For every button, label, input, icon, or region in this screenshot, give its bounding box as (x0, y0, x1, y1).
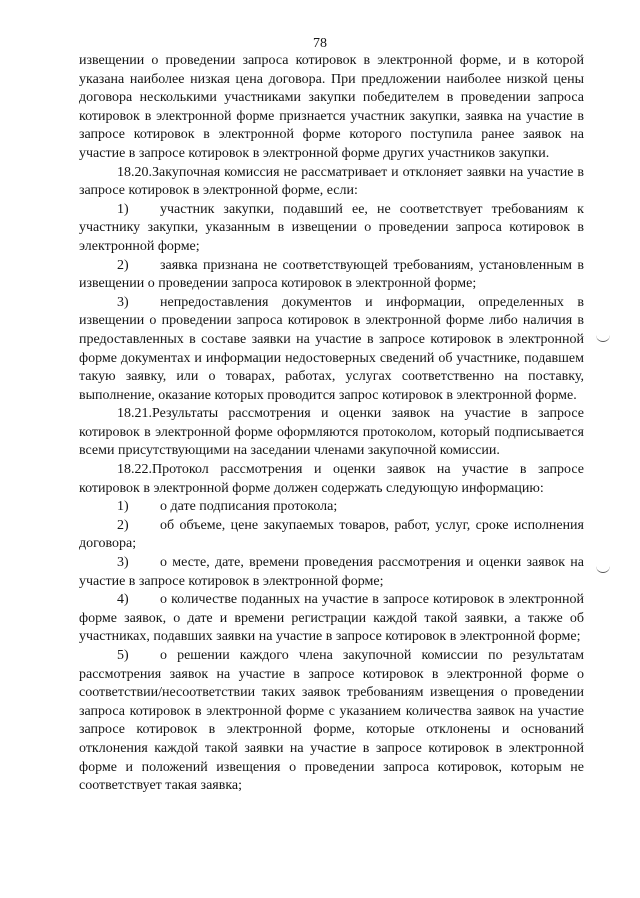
item-number: 3) (117, 555, 129, 571)
item-number: 2) (117, 257, 129, 273)
item-text: заявка признана не соответствующей требованиям, установленным в извещении о проведении запроса котировок в электронной форме; (79, 257, 584, 292)
margin-mark (596, 335, 610, 342)
document-body (79, 52, 584, 796)
item-number: 3) (117, 294, 129, 310)
item-text: о дате подписания протокола; (160, 499, 338, 515)
item-number: 2) (117, 517, 129, 533)
paragraph (79, 52, 584, 164)
item-text: непредоставления документов и информации, определенных в извещении о проведении запроса котировок в электронной форме либо наличия в предоставленных в составе заявки на участие в запросе котировок в электронной форме документах и информации недостоверных сведений об участнике, подавшем такую заявку, или о товарах, работах, услугах соответственно на поставку, выполнение, оказание которых проводится запрос котировок в электронной форме. (79, 294, 584, 403)
item-number: 1) (117, 499, 129, 515)
item-number: 4) (117, 592, 129, 608)
list-item (79, 201, 584, 257)
paragraph (79, 164, 584, 201)
item-text: об объеме, цене закупаемых товаров, работ, услуг, сроке исполнения договора; (79, 517, 584, 552)
paragraph-text: 18.21.Результаты рассмотрения и оценки заявок на участие в запросе котировок в электронной форме оформляются протоколом, который подписывается всеми присутствующими на заседании членами закупочной комиссии. (79, 406, 584, 459)
margin-mark (596, 566, 610, 573)
item-text: о количестве поданных на участие в запросе котировок в электронной форме заявок, о дате и времени регистрации каждой такой заявки, а также об участниках, подавших заявки на участие в запросе котировок в электронной форме; (79, 592, 584, 645)
list-item (79, 554, 584, 591)
paragraph-text: 18.22.Протокол рассмотрения и оценки заявок на участие в запросе котировок в электронной форме должен содержать следующую информацию: (79, 462, 584, 496)
list-item (79, 647, 584, 796)
item-text: о решении каждого члена закупочной комиссии по результатам рассмотрения заявок на участие в запросе котировок в электронной форме о соответствии/несоответствии таких заявок требованиям извещения о проведении запроса котировок в электронной форме с указанием количества заявок на участие запросе котировок в электронной форме, которые отклонены и оснований отклонения каждой такой заявки на участие в запросе котировок в электронной форме и положений извещения о проведении запроса котировок, которым не соответствует такая заявка; (79, 648, 584, 794)
paragraph (79, 405, 584, 461)
paragraph-text: извещении о проведении запроса котировок в электронной форме, и в которой указана наиболее низкая цена договора. При предложении наиболее низкой цены договора несколькими участниками закупки победителем в проведении запроса котировок в электронной форме признается участник закупки, заявка на участие в запросе котировок в электронной форме которого поступила ранее заявок на участие в запросе котировок в электронной форме других участников закупки. (79, 53, 584, 161)
item-number: 5) (117, 648, 129, 663)
paragraph-text: 18.20.Закупочная комиссия не рассматривает и отклоняет заявки на участие в запросе котировок в электронной форме, если: (79, 164, 584, 199)
list-item (79, 257, 584, 294)
list-item (79, 591, 584, 647)
paragraph (79, 461, 584, 498)
list-item (79, 498, 584, 517)
item-text: о месте, дате, времени проведения рассмотрения и оценки заявок на участие в запросе котировок в электронной форме; (79, 555, 584, 589)
item-number: 1) (117, 201, 129, 217)
list-item (79, 294, 584, 406)
page-number: 78 (313, 36, 327, 51)
list-item (79, 517, 584, 554)
item-text: участник закупки, подавший ее, не соответствует требованиям к участнику закупки, указанным в извещении о проведении запроса котировок в электронной форме; (79, 201, 584, 254)
